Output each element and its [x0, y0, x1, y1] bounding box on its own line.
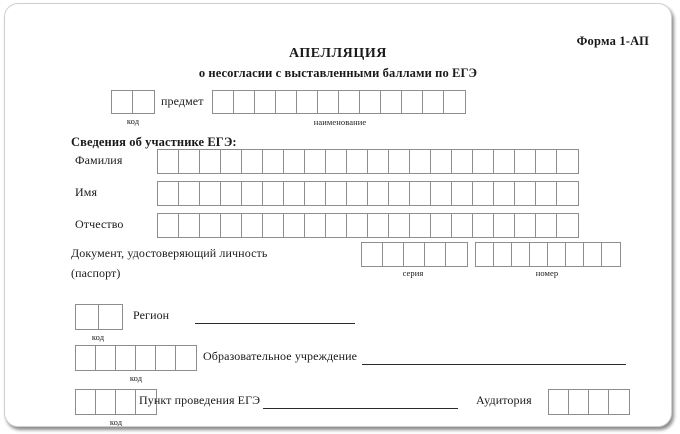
input-cell[interactable] [536, 214, 557, 237]
surname-label: Фамилия [75, 153, 123, 167]
region-label: Регион [133, 308, 170, 322]
input-cell[interactable] [326, 150, 347, 173]
input-cell[interactable] [179, 150, 200, 173]
classroom-label: Аудитория [476, 393, 532, 407]
input-cell[interactable] [584, 243, 602, 266]
input-cell[interactable] [609, 390, 629, 414]
input-cell[interactable] [473, 150, 494, 173]
exam-point-label: Пункт проведения ЕГЭ [139, 393, 261, 407]
passport-series-caption: серия [402, 268, 424, 278]
institution-code-caption: код [129, 373, 143, 383]
input-cell[interactable] [305, 214, 326, 237]
input-cell[interactable] [389, 182, 410, 205]
passport-series-cells[interactable] [361, 242, 468, 267]
input-cell[interactable] [263, 182, 284, 205]
input-cell[interactable] [339, 91, 360, 113]
input-cell[interactable] [549, 390, 569, 414]
input-cell[interactable] [368, 150, 389, 173]
input-cell[interactable] [368, 214, 389, 237]
input-cell[interactable] [383, 243, 404, 266]
page-title: АПЕЛЛЯЦИЯ [288, 46, 388, 61]
input-cell[interactable] [536, 150, 557, 173]
passport-number-cells[interactable] [475, 242, 621, 267]
subject-label: предмет [161, 94, 204, 108]
input-cell[interactable] [557, 214, 578, 237]
input-cell[interactable] [404, 243, 425, 266]
identity-document-label-line2: (паспорт) [71, 266, 121, 280]
region-write-in-line[interactable] [195, 323, 355, 324]
page-subtitle: о несогласии с выставленными баллами по ЕГЭ [198, 66, 478, 80]
input-cell[interactable] [156, 346, 176, 370]
input-cell[interactable] [452, 150, 473, 173]
input-cell[interactable] [221, 182, 242, 205]
input-cell[interactable] [76, 305, 99, 329]
input-cell[interactable] [276, 91, 297, 113]
input-cell[interactable] [221, 214, 242, 237]
input-cell[interactable] [431, 214, 452, 237]
input-cell[interactable] [602, 243, 620, 266]
passport-number-caption: номер [535, 268, 559, 278]
input-cell[interactable] [326, 214, 347, 237]
input-cell[interactable] [389, 150, 410, 173]
input-cell[interactable] [112, 91, 133, 113]
input-cell[interactable] [515, 214, 536, 237]
input-cell[interactable] [255, 91, 276, 113]
institution-write-in-line[interactable] [362, 364, 626, 365]
input-cell[interactable] [431, 182, 452, 205]
input-cell[interactable] [557, 150, 578, 173]
form-id-label: Форма 1-АП [576, 34, 649, 48]
subject-name-caption: наименование [313, 117, 367, 127]
patronymic-label: Отчество [75, 217, 124, 231]
input-cell[interactable] [318, 91, 339, 113]
subject-name-cells[interactable] [212, 90, 466, 114]
firstname-label: Имя [75, 185, 98, 199]
input-cell[interactable] [242, 182, 263, 205]
input-cell[interactable] [158, 214, 179, 237]
input-cell[interactable] [76, 390, 96, 414]
input-cell[interactable] [360, 91, 381, 113]
firstname-cells[interactable] [157, 181, 579, 206]
input-cell[interactable] [284, 214, 305, 237]
input-cell[interactable] [242, 150, 263, 173]
input-cell[interactable] [389, 214, 410, 237]
input-cell[interactable] [234, 91, 255, 113]
input-cell[interactable] [242, 214, 263, 237]
input-cell[interactable] [548, 243, 566, 266]
input-cell[interactable] [494, 243, 512, 266]
input-cell[interactable] [116, 346, 136, 370]
institution-label: Образовательное учреждение [203, 349, 358, 363]
input-cell[interactable] [221, 150, 242, 173]
form-page [4, 3, 672, 427]
identity-document-label-line1: Документ, удостоверяющий личность [71, 246, 268, 260]
input-cell[interactable] [569, 390, 589, 414]
input-cell[interactable] [536, 182, 557, 205]
input-cell[interactable] [452, 182, 473, 205]
input-cell[interactable] [284, 150, 305, 173]
subject-code-cells[interactable] [111, 90, 155, 114]
input-cell[interactable] [494, 150, 515, 173]
region-code-caption: код [91, 332, 105, 342]
participant-section-heading: Сведения об участнике ЕГЭ: [71, 135, 237, 149]
input-cell[interactable] [473, 214, 494, 237]
institution-code-cells[interactable] [75, 345, 197, 371]
input-cell[interactable] [566, 243, 584, 266]
input-cell[interactable] [284, 182, 305, 205]
classroom-cells[interactable] [548, 389, 630, 415]
input-cell[interactable] [557, 182, 578, 205]
exam-point-code-caption: код [109, 417, 123, 427]
input-cell[interactable] [263, 214, 284, 237]
input-cell[interactable] [326, 182, 347, 205]
input-cell[interactable] [96, 390, 116, 414]
input-cell[interactable] [263, 150, 284, 173]
input-cell[interactable] [179, 214, 200, 237]
input-cell[interactable] [402, 91, 423, 113]
input-cell[interactable] [410, 182, 431, 205]
input-cell[interactable] [305, 150, 326, 173]
input-cell[interactable] [99, 305, 122, 329]
input-cell[interactable] [136, 346, 156, 370]
input-cell[interactable] [515, 182, 536, 205]
input-cell[interactable] [423, 91, 444, 113]
input-cell[interactable] [425, 243, 446, 266]
input-cell[interactable] [410, 150, 431, 173]
input-cell[interactable] [431, 150, 452, 173]
input-cell[interactable] [200, 182, 221, 205]
input-cell[interactable] [494, 182, 515, 205]
input-cell[interactable] [347, 214, 368, 237]
input-cell[interactable] [530, 243, 548, 266]
input-cell[interactable] [446, 243, 467, 266]
input-cell[interactable] [476, 243, 494, 266]
input-cell[interactable] [381, 91, 402, 113]
input-cell[interactable] [473, 182, 494, 205]
input-cell[interactable] [176, 346, 196, 370]
input-cell[interactable] [76, 346, 96, 370]
input-cell[interactable] [368, 182, 389, 205]
input-cell[interactable] [133, 91, 154, 113]
input-cell[interactable] [297, 91, 318, 113]
input-cell[interactable] [347, 150, 368, 173]
input-cell[interactable] [494, 214, 515, 237]
input-cell[interactable] [179, 182, 200, 205]
input-cell[interactable] [158, 182, 179, 205]
input-cell[interactable] [305, 182, 326, 205]
input-cell[interactable] [444, 91, 465, 113]
input-cell[interactable] [158, 150, 179, 173]
input-cell[interactable] [200, 214, 221, 237]
input-cell[interactable] [96, 346, 116, 370]
input-cell[interactable] [347, 182, 368, 205]
input-cell[interactable] [515, 150, 536, 173]
patronymic-cells[interactable] [157, 213, 579, 238]
region-code-cells[interactable] [75, 304, 123, 330]
surname-cells[interactable] [157, 149, 579, 174]
input-cell[interactable] [200, 150, 221, 173]
subject-code-caption: код [126, 116, 140, 126]
input-cell[interactable] [116, 390, 136, 414]
input-cell[interactable] [452, 214, 473, 237]
input-cell[interactable] [213, 91, 234, 113]
input-cell[interactable] [410, 214, 431, 237]
input-cell[interactable] [362, 243, 383, 266]
input-cell[interactable] [512, 243, 530, 266]
exam-point-write-in-line[interactable] [263, 408, 458, 409]
input-cell[interactable] [589, 390, 609, 414]
